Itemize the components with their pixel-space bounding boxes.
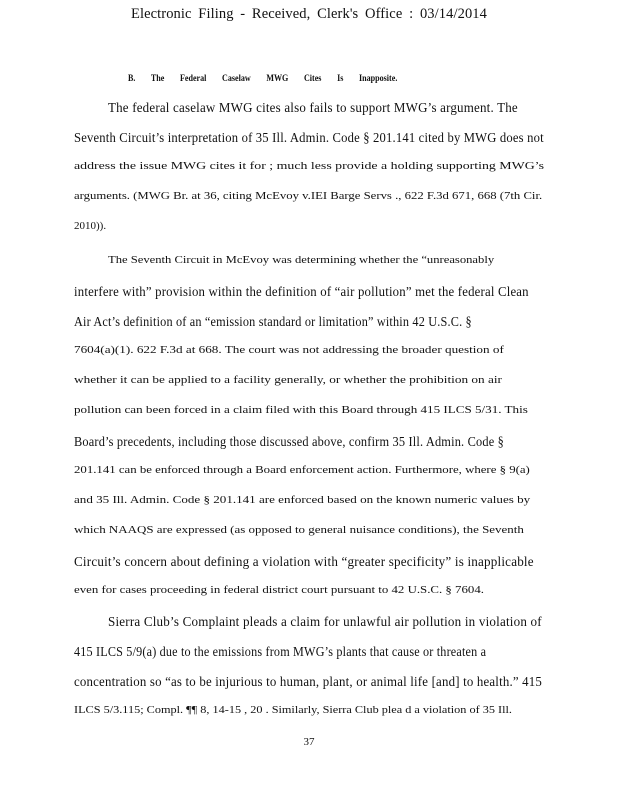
body-line: ILCS 5/3.115; Compl. ¶¶ 8, 14-15 , 20 . Similarly, Sierra Club plea d a violation of 35 Ill. bbox=[74, 704, 512, 716]
body-line: Sierra Club’s Complaint pleads a claim for unlawful air pollution in violation of bbox=[108, 614, 542, 629]
body-line: 2010)). bbox=[74, 220, 107, 232]
body-line: concentration so “as to be injurious to human, plant, or animal life [and] to health.” 415 bbox=[74, 674, 543, 689]
body-line: interfere with” provision within the definition of “air pollution” met the federal Clean bbox=[74, 284, 529, 299]
body-line: whether it can be applied to a facility generally, or whether the prohibition on air bbox=[74, 374, 502, 386]
body-line: Board’s precedents, including those discussed above, confirm 35 Ill. Admin. Code § bbox=[74, 434, 504, 449]
body-line: The Seventh Circuit in McEvoy was determining whether the “unreasonably bbox=[108, 254, 495, 266]
body-line: The federal caselaw MWG cites also fails to support MWG’s argument. The bbox=[108, 100, 518, 115]
body-line: Air Act’s definition of an “emission standard or limitation” within 42 U.S.C. § bbox=[74, 314, 472, 329]
body-line: which NAAQS are expressed (as opposed to general nuisance conditions), the Seventh bbox=[74, 524, 524, 536]
filing-stamp: Electronic Filing - Received, Clerk's Office : 03/14/2014 bbox=[130, 6, 488, 22]
body-line: and 35 Ill. Admin. Code § 201.141 are enforced based on the known numeric values by bbox=[74, 494, 531, 506]
body-line: arguments. (MWG Br. at 36, citing McEvoy v.IEI Barge Servs ., 622 F.3d 671, 668 (7th Cir. bbox=[74, 190, 543, 202]
body-line: Circuit’s concern about defining a violation with “greater specificity” is inapplicable bbox=[74, 554, 534, 569]
body-line: pollution can been forced in a claim filed with this Board through 415 ILCS 5/31. This bbox=[74, 404, 528, 416]
body-line: 201.141 can be enforced through a Board enforcement action. Furthermore, where § 9(a) bbox=[74, 464, 530, 476]
body-line: 415 ILCS 5/9(a) due to the emissions from MWG’s plants that cause or threaten a bbox=[74, 644, 487, 659]
page-number: 37 bbox=[303, 736, 315, 748]
body-line: address the issue MWG cites it for ; much less provide a holding supporting MWG’s bbox=[74, 160, 545, 172]
body-line: Seventh Circuit’s interpretation of 35 Ill. Admin. Code § 201.141 cited by MWG does not bbox=[74, 130, 544, 145]
body-line: 7604(a)(1). 622 F.3d at 668. The court was not addressing the broader question of bbox=[74, 344, 504, 356]
body-line: even for cases proceeding in federal district court pursuant to 42 U.S.C. § 7604. bbox=[74, 584, 484, 596]
section-heading: B. The Federal Caselaw MWG Cites Is Inapposite. bbox=[128, 74, 398, 84]
